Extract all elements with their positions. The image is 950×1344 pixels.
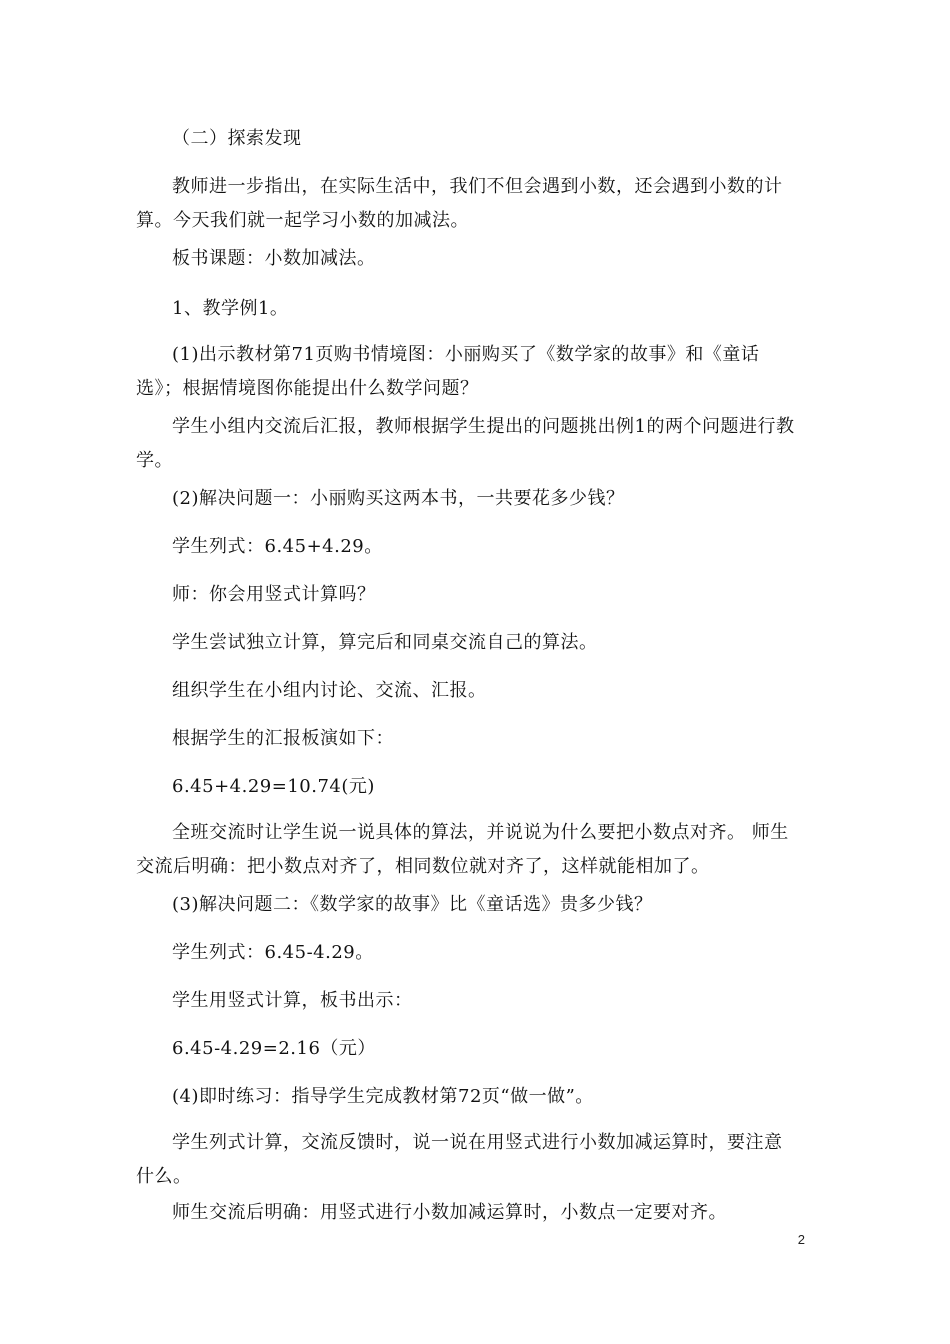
page-number: 2 — [797, 1232, 805, 1247]
equation-line: 6.45-4.29=2.16（元） — [172, 1038, 376, 1059]
paragraph: 学生列式：6.45-4.29。 — [172, 942, 374, 963]
paragraph: 师生交流后明确：用竖式进行小数加减运算时，小数点一定要对齐。 — [172, 1202, 727, 1223]
equation-line: 6.45+4.29=10.74(元) — [172, 776, 375, 797]
paragraph: 教师进一步指出，在实际生活中，我们不但会遇到小数，还会遇到小数的计算。今天我们就一起学习小数的加减法。 — [136, 176, 783, 231]
paragraph: 学生尝试独立计算，算完后和同桌交流自己的算法。 — [172, 632, 598, 653]
paragraph: 学生用竖式计算，板书出示： — [172, 990, 413, 1011]
paragraph: 学生小组内交流后汇报，教师根据学生提出的问题挑出例1的两个问题进行教学。 — [136, 416, 795, 471]
paragraph: (2)解决问题一：小丽购买这两本书，一共要花多少钱？ — [172, 488, 625, 509]
section-heading: （二）探索发现 — [172, 128, 302, 149]
paragraph: 组织学生在小组内讨论、交流、汇报。 — [172, 680, 487, 701]
paragraph: 师：你会用竖式计算吗？ — [172, 584, 376, 605]
paragraph: 根据学生的汇报板演如下： — [172, 728, 394, 749]
paragraph: (3)解决问题二：《数学家的故事》比《童话选》贵多少钱？ — [172, 894, 653, 915]
paragraph: 学生列式：6.45+4.29。 — [172, 536, 383, 557]
paragraph: 板书课题：小数加减法。 — [172, 248, 376, 269]
paragraph: 全班交流时让学生说一说具体的算法，并说说为什么要把小数点对齐。 师生交流后明确：把小数点对齐了，相同数位就对齐了，这样就能相加了。 — [136, 822, 789, 877]
paragraph: 1、教学例1。 — [172, 298, 289, 319]
paragraph: 学生列式计算，交流反馈时，说一说在用竖式进行小数加减运算时，要注意什么。 — [136, 1132, 783, 1187]
paragraph: (1)出示教材第71页购书情境图：小丽购买了《数学家的故事》和《童话选》；根据情境图你能提出什么数学问题？ — [136, 344, 760, 399]
paragraph: (4)即时练习：指导学生完成教材第72页“做一做”。 — [172, 1086, 594, 1107]
